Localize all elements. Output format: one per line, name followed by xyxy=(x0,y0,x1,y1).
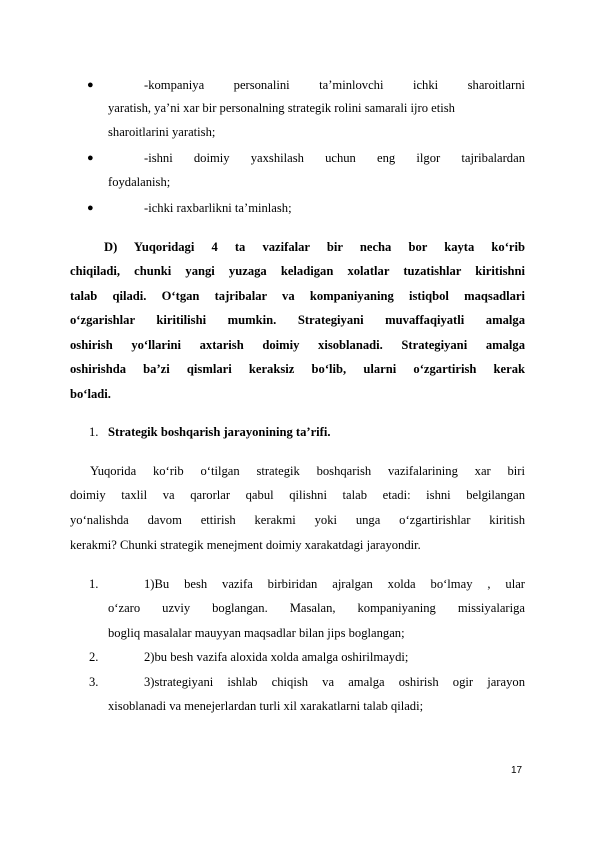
numbered-1-line-1: 1)Bu besh vazifa birbiridan ajralgan xolda bo‘lmay , ular xyxy=(144,577,525,591)
bullet-2-line-1: -ishni doimiy yaxshilash uchun eng ilgor tajribalardan xyxy=(144,151,525,165)
numbered-3-line-1: 3)strategiyani ishlab chiqish va amalga oshirish ogir jarayon xyxy=(144,675,525,689)
paragraph-line-4: kerakmi? Chunki strategik menejment doimiy xarakatdagi jarayondir. xyxy=(70,538,421,552)
numbered-1-line-2: o‘zaro uzviy boglangan. Masalan, kompaniyaning missiyalariga xyxy=(108,601,525,615)
bold-paragraph-line-4: o‘zgarishlar kiritilishi mumkin. Strategiyani muvaffaqiyatli amalga xyxy=(70,313,525,327)
bullet-marker: ● xyxy=(87,79,94,91)
numbered-3-line-2: xisoblanadi va menejerlardan turli xil xarakatlarni talab qiladi; xyxy=(108,699,424,713)
bold-paragraph-line-7: bo‘ladi. xyxy=(70,387,111,401)
paragraph-line-1: Yuqorida ko‘rib o‘tilgan strategik boshqarish vazifalarining xar biri xyxy=(90,464,525,478)
bullet-1-line-1: -kompaniya personalini ta’minlovchi ichki sharoitlarni xyxy=(144,78,525,92)
numbered-2-line-1: 2)bu besh vazifa aloxida xolda amalga oshirilmaydi; xyxy=(144,650,409,664)
bullet-marker: ● xyxy=(87,152,94,164)
bullet-2-line-2: foydalanish; xyxy=(108,175,171,189)
bullet-marker: ● xyxy=(87,202,94,214)
bullet-1-line-2: yaratish, ya’ni xar bir personalning strategik rolini samarali ijro etish xyxy=(108,101,455,115)
heading-number: 1. xyxy=(89,425,99,439)
list-item-number: 1. xyxy=(89,577,99,591)
bold-paragraph-line-5: oshirish yo‘llarini axtarish doimiy xisoblanadi. Strategiyani amalga xyxy=(70,338,525,352)
bold-paragraph-line-2: chiqiladi, chunki yangi yuzaga keladigan xolatlar tuzatishlar kiritishni xyxy=(70,264,525,278)
bold-paragraph-line-3: talab qiladi. O‘tgan tajribalar va kompaniyaning istiqbol maqsadlari xyxy=(70,289,525,303)
bold-paragraph-line-6: oshirishda ba’zi qismlari keraksiz bo‘lib, ularni o‘zgartirish kerak xyxy=(70,362,525,376)
list-item-number: 3. xyxy=(89,675,99,689)
list-item-number: 2. xyxy=(89,650,99,664)
paragraph-line-3: yo‘nalishda davom ettirish kerakmi yoki unga o‘zgartirishlar kiritish xyxy=(70,513,525,527)
bullet-3-line-1: -ichki raxbarlikni ta’minlash; xyxy=(144,201,292,215)
section-heading: Strategik boshqarish jarayonining ta’rifi. xyxy=(108,425,331,439)
bold-paragraph-line-1: D) Yuqoridagi 4 ta vazifalar bir necha bor kayta ko‘rib xyxy=(104,240,525,254)
page-number: 17 xyxy=(511,765,523,776)
bullet-1-line-3: sharoitlarini yaratish; xyxy=(108,125,216,139)
paragraph-line-2: doimiy taxlil va qarorlar qabul qilishni talab etadi: ishni belgilangan xyxy=(70,488,525,502)
numbered-1-line-3: bogliq masalalar mauyyan maqsadlar bilan jips boglangan; xyxy=(108,626,405,640)
